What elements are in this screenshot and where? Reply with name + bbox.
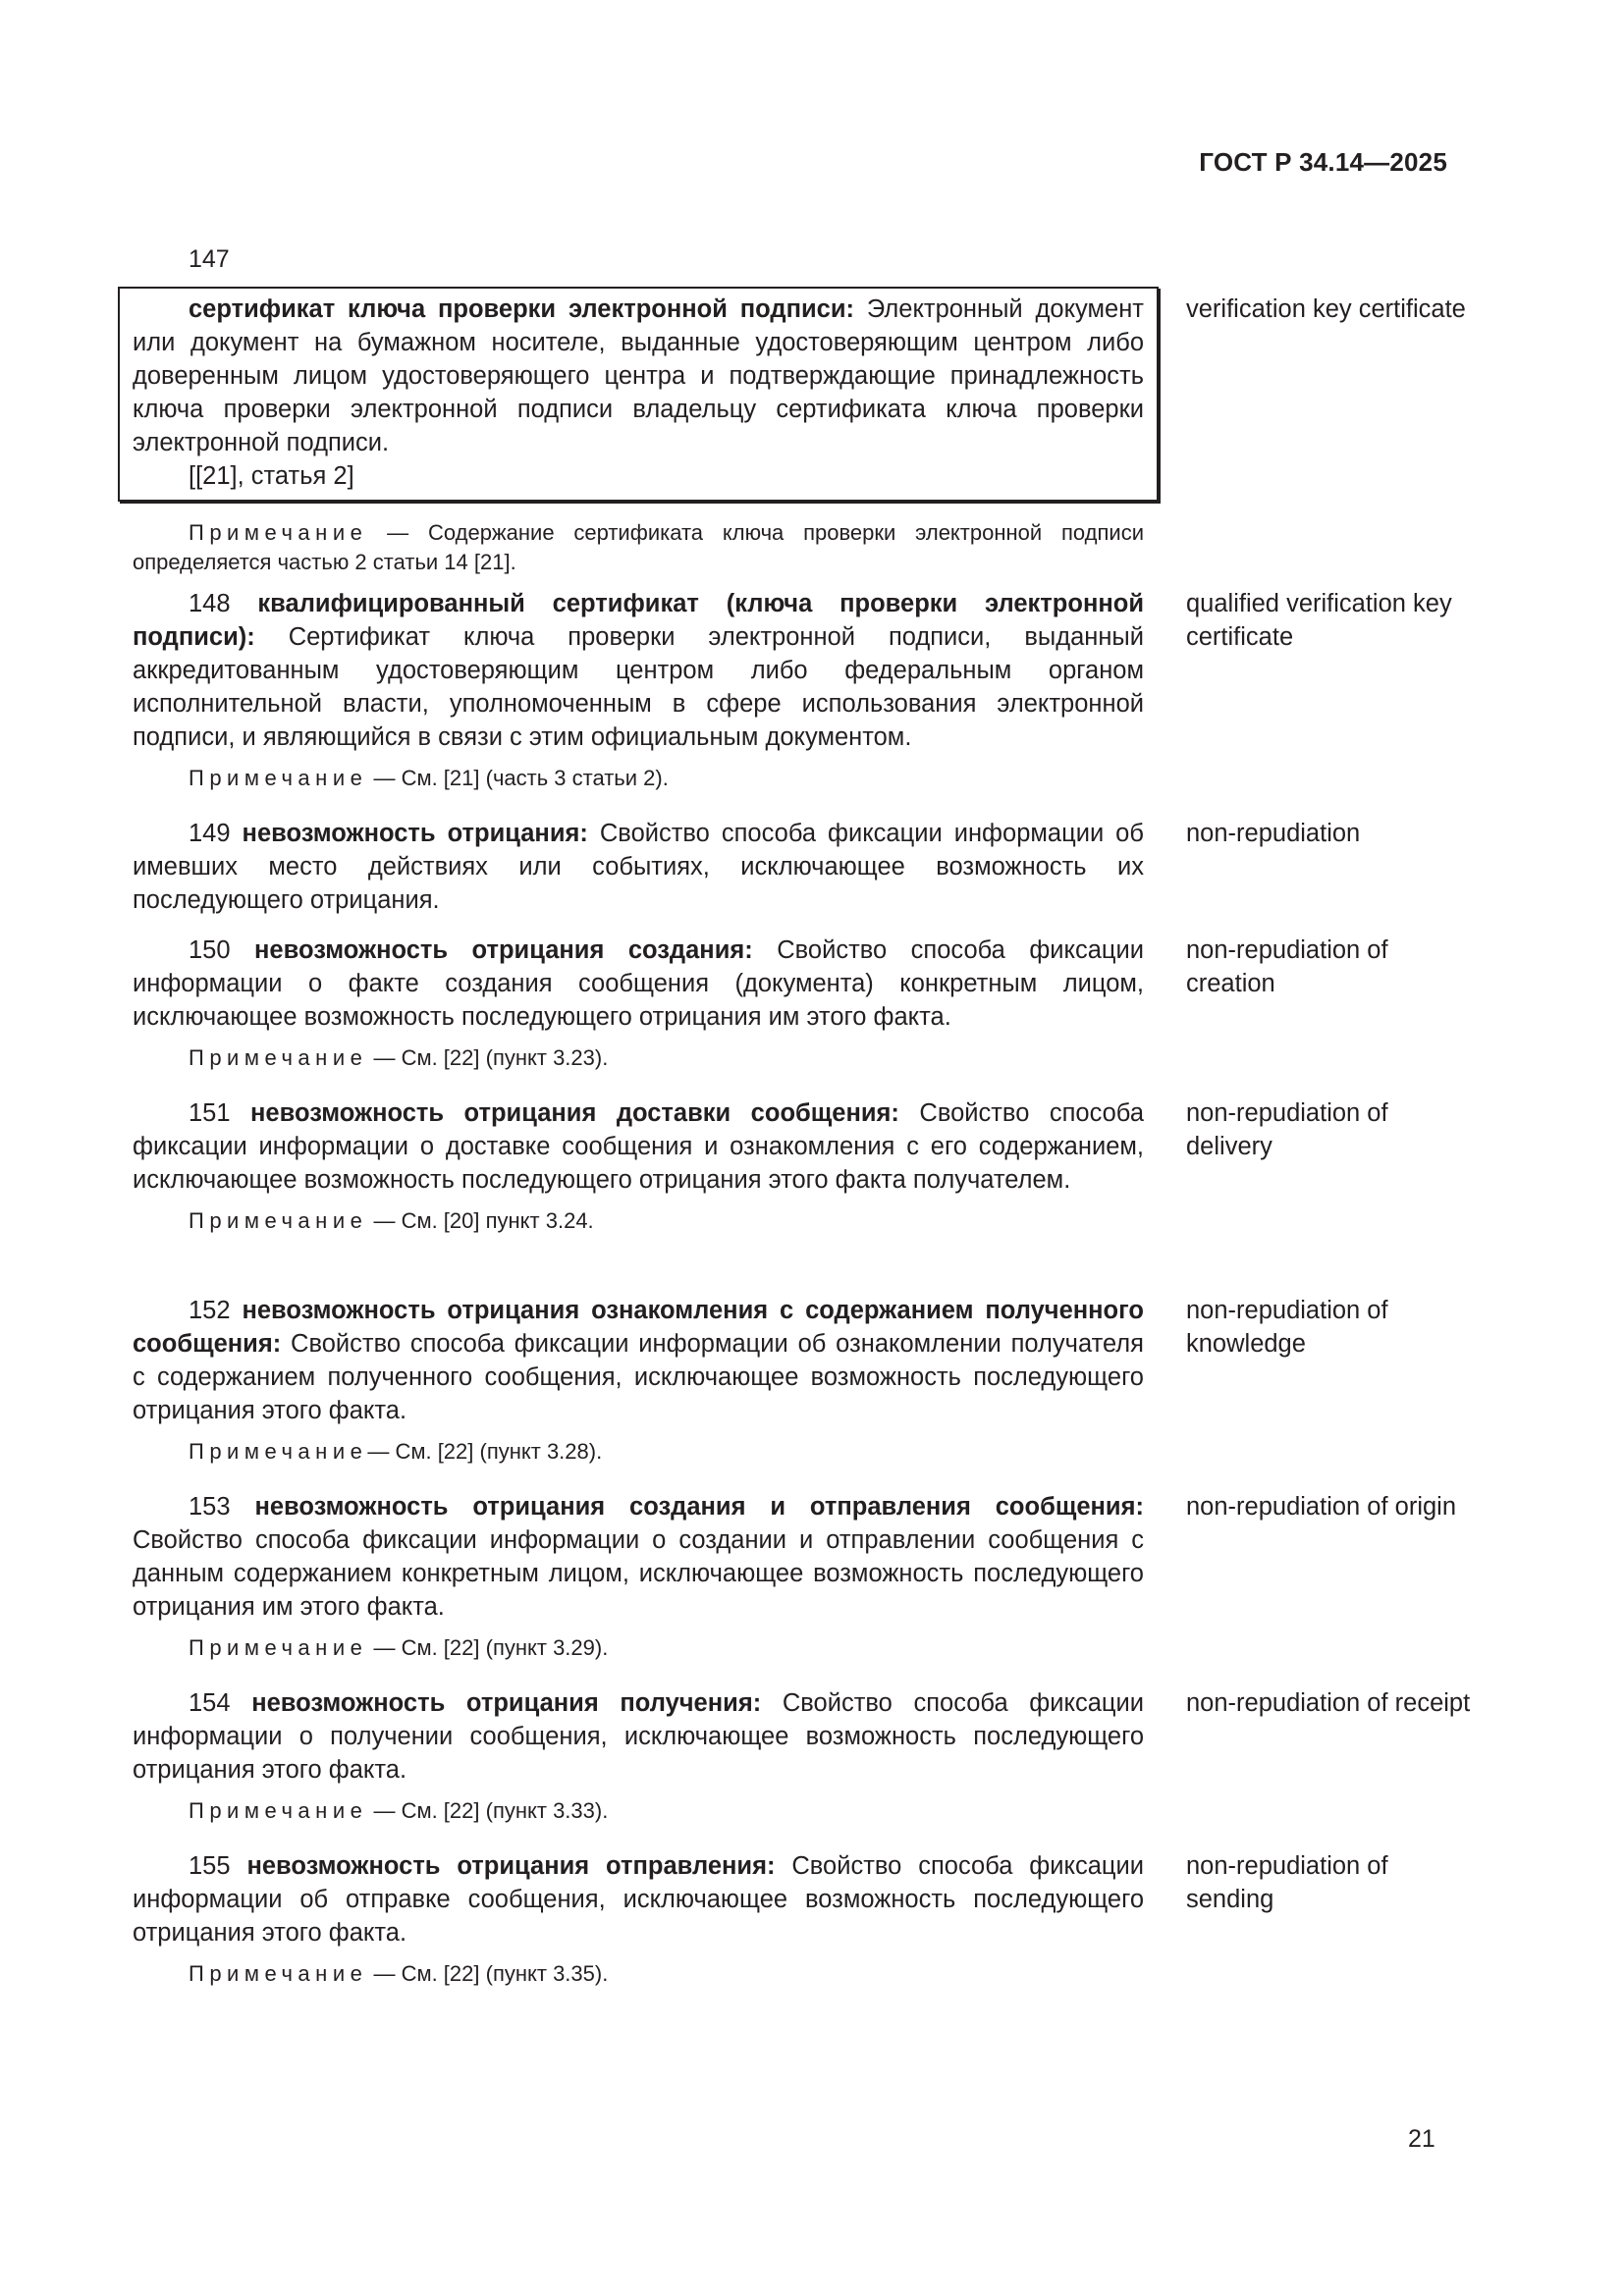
entry-155	[133, 1849, 1546, 1989]
term: невозможность отрицания ознакомления с содержанием полученного сообщения:	[133, 1297, 1144, 1358]
entry-150	[133, 934, 1546, 1073]
term: невозможность отрицания создания и отправления сообщения:	[254, 1493, 1144, 1521]
entry-151-definition	[133, 1096, 1144, 1197]
entry-number: 149	[189, 820, 231, 847]
entry-148	[133, 587, 1546, 793]
english-term: verification key certificate	[1186, 295, 1466, 323]
note	[133, 1959, 1144, 1989]
note-text: — См. [22] (пункт 3.23).	[367, 1045, 609, 1070]
note-text: — См. [22] (пункт 3.28).	[367, 1439, 603, 1464]
entry-153-definition	[133, 1490, 1144, 1624]
entry-151	[133, 1096, 1546, 1236]
english-term: non-repudiation of origin	[1186, 1493, 1457, 1521]
entry-155-definition	[133, 1849, 1144, 1949]
term: невозможность отрицания создания:	[254, 936, 753, 964]
entry-147-note-block	[133, 508, 1546, 577]
entry-number: 152	[189, 1297, 231, 1324]
english-term: non-repudiation of receipt	[1186, 1689, 1471, 1717]
entry-153	[133, 1490, 1546, 1663]
entry-154-definition	[133, 1686, 1144, 1787]
english-term: non-repudiation	[1186, 820, 1361, 847]
term: квалифицированный сертификат (ключа проверки электронной подписи):	[133, 590, 1145, 651]
definition-text: Свойство способа фиксации информации о создании и отправлении сообщения с данным содержанием конкретным лицом, исключающее возможность последующего отрицания им этого факта.	[133, 1526, 1144, 1621]
note	[133, 1437, 1144, 1467]
note-text: — См. [20] пункт 3.24.	[367, 1208, 594, 1233]
english-term: non-repudiation of knowledge	[1186, 1297, 1388, 1358]
definition-text: Свойство способа фиксации информации о получении сообщения, исключающее возможность последующего отрицания этого факта.	[133, 1689, 1144, 1784]
definition-text: Свойство способа фиксации информации о доставке сообщения и ознакомления с его содержанием, исключающее возможность последующего отрицания этого факта получателем.	[133, 1099, 1145, 1194]
english-term: non-repudiation of sending	[1186, 1852, 1388, 1913]
entry-154	[133, 1686, 1546, 1826]
entry-number: 151	[189, 1099, 231, 1127]
term: сертификат ключа проверки электронной подписи:	[189, 295, 855, 323]
definition-text: Электронный документ или документ на бумажном носителе, выданные удостоверяющим центром либо доверенным лицом удостоверяющего центра и подтверждающие принадлежность ключа проверки электронной подписи владельцу сертификата ключа проверки электронной подписи.	[133, 295, 1144, 456]
note-text: — См. [22] (пункт 3.33).	[367, 1798, 609, 1823]
english-term: non-repudiation of creation	[1186, 936, 1388, 997]
citation: [[21], статья 2]	[189, 462, 354, 490]
entry-number: 155	[189, 1852, 231, 1880]
standard-code: ГОСТ Р 34.14—2025	[1199, 147, 1447, 177]
term: невозможность отрицания отправления:	[246, 1852, 776, 1880]
entry-147-definition	[133, 293, 1144, 493]
definition-text: Свойство способа фиксации информации об отправке сообщения, исключающее возможность последующего отрицания этого факта.	[133, 1852, 1144, 1947]
note-label: Примечание	[189, 1208, 368, 1233]
note-text: — См. [22] (пункт 3.35).	[367, 1961, 609, 1986]
entry-147	[133, 293, 1546, 493]
page-number: 21	[1408, 2125, 1435, 2153]
note	[133, 1043, 1144, 1073]
english-term: qualified verification key certificate	[1186, 590, 1452, 651]
entry-number: 153	[189, 1493, 231, 1521]
note-label: Примечание	[189, 766, 368, 790]
definition-text: Сертификат ключа проверки электронной подписи, выданный аккредитованным удостоверяющим центром либо федеральным органом исполнительной власти, уполномоченным в сфере использования электронной подписи, и являющийся в связи с этим официальным документом.	[133, 623, 1144, 751]
note	[133, 1633, 1144, 1663]
note-label: Примечание	[189, 1439, 368, 1464]
entry-150-definition	[133, 934, 1144, 1034]
note-text: — См. [22] (пункт 3.29).	[367, 1635, 609, 1660]
entry-number: 150	[189, 936, 231, 964]
note-label: Примечание	[189, 1961, 368, 1986]
note	[133, 518, 1144, 577]
entry-148-definition	[133, 587, 1144, 754]
note-label: Примечание	[189, 1045, 368, 1070]
note-label: Примечание	[189, 1798, 368, 1823]
definition-text: Свойство способа фиксации информации об имевших место действиях или событиях, исключающее возможность их последующего отрицания.	[133, 820, 1144, 914]
definition-text: Свойство способа фиксации информации о факте создания сообщения (документа) конкретным лицом, исключающее возможность последующего отрицания им этого факта.	[133, 936, 1145, 1031]
note-label: Примечание	[189, 520, 368, 545]
entry-number-147: 147	[189, 245, 230, 273]
definition-text: Свойство способа фиксации информации об ознакомлении получателя с содержанием полученного сообщения, исключающее возможность последующего отрицания этого факта.	[133, 1330, 1144, 1424]
term: невозможность отрицания:	[242, 820, 588, 847]
english-term: non-repudiation of delivery	[1186, 1099, 1388, 1160]
note-label: Примечание	[189, 1635, 368, 1660]
note	[133, 1796, 1144, 1826]
note-text: — Содержание сертификата ключа проверки электронной подписи определяется частью 2 статьи 14 [21].	[133, 520, 1144, 574]
note	[133, 1206, 1144, 1236]
note-text: — См. [21] (часть 3 статьи 2).	[367, 766, 669, 790]
term: невозможность отрицания доставки сообщения:	[250, 1099, 899, 1127]
entry-149	[133, 817, 1546, 917]
entry-152	[133, 1294, 1546, 1467]
entry-149-definition	[133, 817, 1144, 917]
entry-number: 154	[189, 1689, 231, 1717]
note	[133, 764, 1144, 793]
term: невозможность отрицания получения:	[251, 1689, 762, 1717]
entry-152-definition	[133, 1294, 1144, 1427]
entry-number: 148	[189, 590, 231, 617]
